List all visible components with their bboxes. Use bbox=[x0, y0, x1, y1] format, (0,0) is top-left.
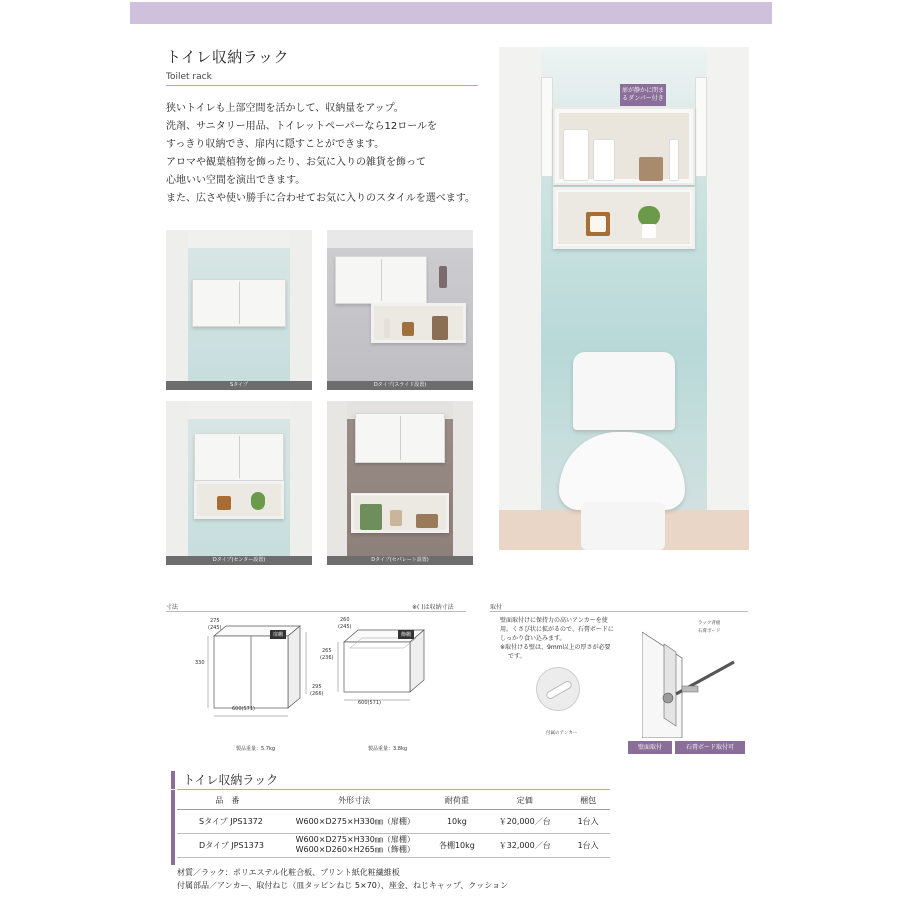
door-cabinet-diagram bbox=[190, 618, 320, 738]
frame-picture bbox=[590, 216, 606, 232]
frame bbox=[390, 510, 402, 526]
deco-shelf-diagram bbox=[330, 618, 450, 728]
cell-load: 各棚10kg bbox=[431, 833, 483, 857]
open-door bbox=[695, 77, 707, 177]
photo-toilet-room bbox=[499, 47, 749, 550]
side-wall bbox=[327, 401, 347, 565]
intro-text bbox=[166, 100, 486, 208]
table-title: トイレ収納ラック bbox=[183, 773, 279, 787]
mounting-label: 取付 bbox=[490, 604, 503, 611]
cell-pack: 1台入 bbox=[566, 809, 610, 833]
deco-shelf bbox=[351, 493, 449, 533]
damper-callout: 扉が静かに閉まるダンパー付き bbox=[620, 84, 666, 106]
dim-height: 330 bbox=[195, 660, 205, 666]
intro-line: 洗剤、サニタリー用品、トイレットペーパーなら12ロールを bbox=[166, 121, 438, 132]
cell-load: 10kg bbox=[431, 809, 483, 833]
mounting-line: しっかり食い込みます。 bbox=[500, 635, 566, 642]
header-band bbox=[130, 2, 772, 24]
anchor-caption: 付属のアンカー bbox=[546, 731, 578, 736]
material-note: 材質／ラック：ポリエステル化粧合板、プリント紙化粧繊維板 bbox=[177, 868, 400, 877]
wall-mount-badge: 壁面取付 bbox=[628, 741, 672, 754]
deco-shelf bbox=[371, 303, 466, 343]
intro-line: 心地いい空間を演出できます。 bbox=[166, 175, 306, 186]
intro-line: 狭いトイレも上部空間を活かして、収納量をアップ。 bbox=[166, 103, 404, 114]
col-header-size: 外形寸法 bbox=[278, 793, 431, 809]
pot bbox=[642, 224, 656, 238]
photo-d-separate bbox=[327, 401, 473, 565]
toilet-tank bbox=[573, 352, 675, 430]
deco-shelf bbox=[553, 187, 695, 249]
mounting-line: 用。くさび状に拡がるので、石膏ボードに bbox=[500, 626, 614, 633]
cell-price: ￥20,000／台 bbox=[483, 809, 566, 833]
photo-d-slide bbox=[327, 230, 473, 390]
intro-line: アロマや観葉植物を飾ったり、お気に入りの雑貨を飾って bbox=[166, 157, 426, 168]
photo-d-center bbox=[166, 401, 312, 565]
door-cabinet bbox=[335, 256, 427, 304]
cell-code: Dタイプ JPS1373 bbox=[177, 833, 278, 857]
mounting-line: です。 bbox=[508, 653, 526, 660]
door-cabinet bbox=[192, 279, 286, 327]
dim-depth: 260 bbox=[340, 617, 350, 623]
door-badge: 扉棚 bbox=[270, 630, 286, 639]
basket bbox=[639, 157, 663, 181]
dim-height-inner: (236) bbox=[320, 655, 334, 661]
mounting-line: ※取付ける壁は、9mm以上の厚さが必要 bbox=[500, 644, 611, 651]
dimensions-label: 寸法 bbox=[166, 604, 179, 611]
table-side-bar bbox=[171, 790, 175, 865]
side-wall bbox=[499, 47, 541, 550]
frame bbox=[217, 496, 231, 510]
dim-depth-inner: (245) bbox=[208, 625, 222, 631]
col-header-price: 定価 bbox=[483, 793, 566, 809]
col-header-pack: 梱包 bbox=[566, 793, 610, 809]
col-header-code: 品 番 bbox=[177, 793, 278, 809]
books bbox=[360, 504, 382, 530]
callout-board: 石膏ボード bbox=[698, 629, 721, 634]
dimensions-divider bbox=[166, 611, 466, 612]
toilet-paper-rolls bbox=[563, 129, 589, 181]
board-mount-badge: 石膏ボード取付可 bbox=[675, 741, 745, 754]
dim-height: 265 bbox=[322, 648, 332, 654]
mounting-text bbox=[500, 616, 640, 661]
photo-caption: Dタイプ(センター設置) bbox=[166, 556, 312, 565]
mounting-line: 壁面取付けに保持力の高いアンカーを使 bbox=[500, 617, 608, 624]
storage-note: ※( )は収納寸法 bbox=[412, 604, 454, 611]
cell-pack: 1台入 bbox=[566, 833, 610, 857]
books bbox=[432, 316, 448, 340]
dim-width: 600(571) bbox=[232, 706, 255, 712]
col-header-load: 耐荷重 bbox=[431, 793, 483, 809]
plant bbox=[638, 206, 660, 226]
wall-mount-diagram bbox=[642, 614, 750, 738]
dim-depth: 275 bbox=[210, 618, 220, 624]
spray-bottle bbox=[669, 139, 679, 181]
callout-rack-back: ラック背板 bbox=[698, 621, 721, 626]
mounting-divider bbox=[490, 611, 748, 612]
table-header-row bbox=[177, 793, 610, 809]
intro-line: すっきり収納でき、扉内に隠すことができます。 bbox=[166, 139, 385, 150]
dim-width: 600(571) bbox=[358, 700, 381, 706]
toilet-base bbox=[581, 502, 665, 550]
vase bbox=[439, 266, 447, 288]
anchor-photo bbox=[536, 667, 580, 711]
frame bbox=[402, 322, 414, 336]
toilet-paper-rolls bbox=[593, 139, 615, 181]
page-title: トイレ収納ラック bbox=[166, 48, 289, 66]
table-title-rule bbox=[177, 789, 610, 790]
dim-depth-inner: (245) bbox=[338, 624, 352, 630]
table-title-marker bbox=[171, 771, 175, 789]
cell-size-line: W600×D275×H330㎜（扉棚） bbox=[295, 835, 415, 844]
table-row bbox=[177, 833, 610, 857]
ceiling bbox=[327, 230, 473, 248]
bottle bbox=[384, 318, 390, 338]
cell-size bbox=[278, 833, 431, 857]
side-wall bbox=[707, 47, 749, 550]
table-row bbox=[177, 809, 610, 833]
side-wall bbox=[290, 401, 312, 565]
photo-caption: Sタイプ bbox=[166, 381, 312, 390]
deco-shelf bbox=[194, 481, 284, 519]
photo-s-type bbox=[166, 230, 312, 390]
side-wall bbox=[166, 401, 188, 565]
accessories-note: 付属部品／アンカー、取付ねじ（皿タッピンねじ 5×70）、座金、ねじキャップ、クッション bbox=[177, 881, 509, 890]
dim-inner-height-2: (266) bbox=[310, 691, 324, 697]
cell-size: W600×D275×H330㎜（扉棚） bbox=[278, 809, 431, 833]
deco-badge: 飾棚 bbox=[398, 630, 414, 639]
title-divider bbox=[166, 85, 478, 86]
cell-size-line: W600×D260×H265㎜（飾棚） bbox=[295, 845, 415, 854]
intro-line: また、広さや使い勝手に合わせてお気に入りのスタイルを選べます。 bbox=[166, 193, 475, 204]
door-cabinet bbox=[355, 413, 445, 463]
door-cabinet bbox=[194, 433, 284, 481]
product-table bbox=[177, 793, 610, 858]
open-door bbox=[541, 77, 553, 177]
title-block bbox=[166, 46, 478, 82]
product-weight: 製品重量：3.8kg bbox=[368, 746, 408, 752]
photo-caption: Dタイプ(セパレート設置) bbox=[327, 556, 473, 565]
basket bbox=[416, 514, 438, 528]
side-wall bbox=[166, 230, 188, 390]
cell-price: ￥32,000／台 bbox=[483, 833, 566, 857]
cell-code: Sタイプ JPS1372 bbox=[177, 809, 278, 833]
anchor-icon bbox=[545, 680, 573, 701]
photo-caption: Dタイプ(スライド設置) bbox=[327, 381, 473, 390]
side-wall bbox=[453, 401, 473, 565]
door-cabinet bbox=[553, 107, 695, 185]
page-subtitle: Toilet rack bbox=[166, 72, 212, 82]
dim-inner-height: 295 bbox=[312, 684, 322, 690]
plant bbox=[251, 492, 265, 510]
product-weight: 製品重量：5.7kg bbox=[236, 746, 276, 752]
side-wall bbox=[290, 230, 312, 390]
